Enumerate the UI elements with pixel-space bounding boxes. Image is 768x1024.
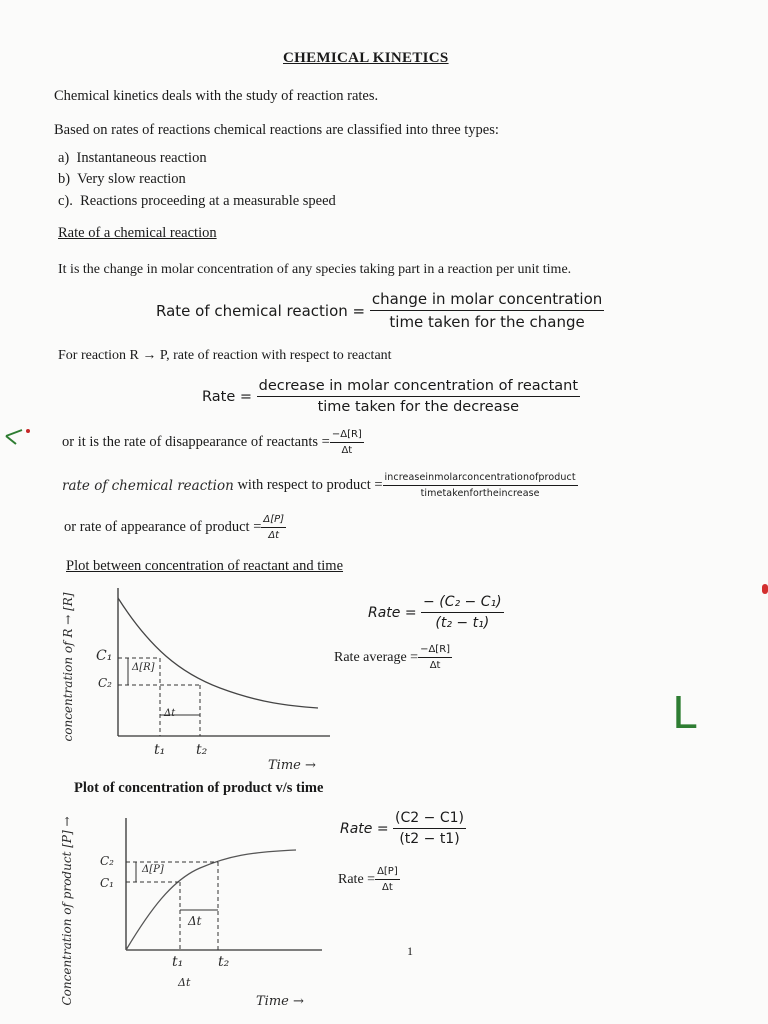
- fraction: $\frac{\text{decrease in molar concentration of reactant}}{\text{time taken for the decrease}}$: [258, 378, 579, 415]
- label-delta-t: Δt: [188, 914, 202, 928]
- section-heading-rate: Rate of a chemical reaction: [58, 225, 217, 241]
- page-number: 1: [407, 944, 413, 958]
- label-delta-t: Δt: [164, 708, 176, 719]
- fraction: $\frac{-\Delta[R]}{\Delta t}$: [420, 644, 451, 671]
- intro-line-1: Chemical kinetics deals with the study of reaction rates.: [54, 88, 379, 104]
- label-t2: t₂: [218, 954, 230, 970]
- label-c1: C₁: [96, 648, 113, 664]
- fraction: $\frac{\text{increaseinmolarconcentrationofproduct}}{\text{timetakenfortheincrease}}$: [384, 472, 576, 499]
- label-t1: t₁: [172, 954, 184, 970]
- red-mark: [762, 584, 768, 594]
- label-c2: C₂: [100, 854, 114, 868]
- fraction: $\frac{\Delta[P]}{\Delta t}$: [263, 514, 285, 541]
- plot-product-graph: [60, 810, 320, 1000]
- list-item: b) Very slow reaction: [58, 171, 186, 187]
- label-delta-p: Δ[P]: [142, 864, 164, 875]
- y-axis-label: Concentration of product [P] →: [60, 816, 74, 1006]
- label-delta-r: Δ[R]: [132, 662, 155, 673]
- intro-line-2: Based on rates of reactions chemical reactions are classified into three types:: [54, 122, 499, 138]
- label-delta-t-below: Δt: [178, 976, 191, 989]
- plot-product-rate-delta: Rate = $\frac{\Delta[P]}{\Delta t}$: [338, 866, 398, 893]
- label-c2: C₂: [98, 676, 112, 690]
- equation-appearance: or rate of appearance of product = $\frac{\Delta[P]}{\Delta t}$: [64, 514, 285, 541]
- plot-reactant-rate-formula: Rate = $\frac{\text{− (C₂ − C₁)}}{\text{(t₂ − t₁)}}$: [368, 594, 502, 631]
- equation-rate-product: rate of chemical reaction with respect to product = $\frac{\text{increaseinmolarconcentrationofproduct}}{\text{timetakenfortheincrease}}$: [62, 472, 576, 499]
- page-title: CHEMICAL KINETICS: [283, 50, 449, 66]
- decay-curve: [118, 598, 318, 708]
- equation-disappearance: or it is the rate of disappearance of reactants = $\frac{-\Delta[R]}{\Delta t}$: [62, 429, 362, 456]
- label-c1: C₁: [100, 876, 114, 890]
- fraction: $\frac{(C2 - C1)}{(t2 - t1)}$: [395, 810, 464, 847]
- equation-rate-general: Rate of chemical reaction = $\frac{\text{change in molar concentration}}{\text{time taken for the change}}$: [156, 290, 603, 331]
- fraction: $\frac{\Delta[P]}{\Delta t}$: [377, 866, 398, 893]
- fraction: $\frac{\text{− (C₂ − C₁)}}{\text{(t₂ − t₁)}}$: [423, 594, 502, 631]
- plot-product-rate-formula: Rate = $\frac{(C2 - C1)}{(t2 - t1)}$: [340, 810, 464, 847]
- x-axis-label: Time →: [268, 758, 316, 773]
- green-check-mark: L: [672, 688, 697, 739]
- label-t1: t₁: [154, 742, 166, 758]
- fraction: $\frac{\text{change in molar concentration}}{\text{time taken for the change}}$: [371, 290, 603, 331]
- list-item: a) Instantaneous reaction: [58, 150, 207, 166]
- section-heading-plot-product: Plot of concentration of product v/s time: [74, 780, 324, 796]
- fraction: $\frac{-\Delta[R]}{\Delta t}$: [331, 429, 362, 456]
- list-item: c). Reactions proceeding at a measurable speed: [58, 193, 336, 209]
- y-axis-label: concentration of R → [R]: [61, 592, 75, 742]
- equation-rate-reactant: Rate = $\frac{\text{decrease in molar concentration of reactant}}{\text{time taken for the decrease}}$: [202, 378, 579, 415]
- rate-definition: It is the change in molar concentration of any species taking part in a reaction per unit time.: [58, 262, 572, 277]
- reactant-intro: For reaction R → P, rate of reaction with respect to reactant: [58, 348, 392, 363]
- section-heading-plot-reactant: Plot between concentration of reactant and time: [66, 558, 344, 574]
- label-t2: t₂: [196, 742, 208, 758]
- x-axis-label: Time →: [256, 994, 304, 1009]
- plot-reactant-average-rate: Rate average = $\frac{-\Delta[R]}{\Delta t}$: [334, 644, 451, 671]
- green-arrow-mark: [4, 428, 34, 448]
